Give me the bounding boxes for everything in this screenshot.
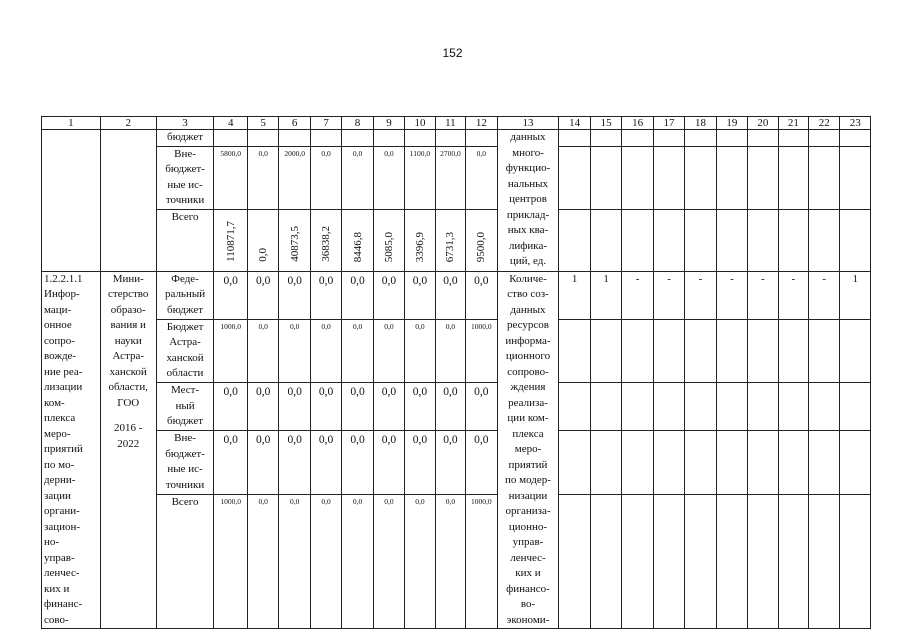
value-cell: 1000,0 xyxy=(214,495,247,629)
blank-cell xyxy=(653,495,684,629)
value-cell xyxy=(466,130,497,147)
blank-cell xyxy=(840,431,871,495)
budget-table xyxy=(41,116,871,629)
cont-row xyxy=(42,130,871,147)
source-label-text: Феде- ральный бюджет xyxy=(164,272,206,316)
value-cell: 0,0 xyxy=(342,495,373,629)
blank-cell xyxy=(748,319,778,383)
value-cell: 0,0 xyxy=(373,271,404,319)
blank-cell xyxy=(590,383,621,431)
blank-cell xyxy=(778,209,808,271)
value-cell: 0,0 xyxy=(342,271,373,319)
blank-cell xyxy=(653,209,684,271)
value-cell xyxy=(214,130,247,147)
blank-cell xyxy=(653,431,684,495)
blank-cell xyxy=(748,431,778,495)
item-code-name xyxy=(42,271,101,629)
vertical-value: 0,0 xyxy=(257,248,270,262)
value-cell: 0,0 xyxy=(435,271,465,319)
value-cell: 0,0 xyxy=(279,495,310,629)
value-cell xyxy=(405,209,435,271)
value-cell: 0,0 xyxy=(466,271,497,319)
column-header: 19 xyxy=(716,117,747,130)
value-cell: 0,0 xyxy=(342,383,373,431)
column-header: 7 xyxy=(310,117,341,130)
value-cell xyxy=(342,130,373,147)
source-label-text: Вне- бюджет- ные ис- точники xyxy=(165,432,205,491)
value-cell: 0,0 xyxy=(247,383,278,431)
column-header: 10 xyxy=(405,117,435,130)
indicator-text: данных много- функцио- нальных центров приклад- ных ква- лифика- ций, ед. xyxy=(505,131,551,267)
cont-row xyxy=(42,209,871,271)
page-number: 152 xyxy=(442,46,463,60)
blank-cell xyxy=(809,495,840,629)
value-cell: 0,0 xyxy=(310,319,341,383)
value-cell xyxy=(435,209,465,271)
vertical-value: 3396,9 xyxy=(413,231,426,262)
column-header: 15 xyxy=(590,117,621,130)
value-cell: 2700,0 xyxy=(435,146,465,209)
value-cell: 0,0 xyxy=(310,271,341,319)
column-header: 6 xyxy=(279,117,310,130)
blank-cell xyxy=(100,130,156,272)
target-count-cell: - xyxy=(778,271,808,319)
column-header: 1 xyxy=(42,117,101,130)
blank-cell xyxy=(840,130,871,147)
blank-cell xyxy=(622,130,653,147)
target-count-cell: - xyxy=(748,271,778,319)
value-cell: 0,0 xyxy=(247,495,278,629)
value-cell: 0,0 xyxy=(342,146,373,209)
source-label xyxy=(156,209,214,271)
vertical-value: 110871,7 xyxy=(224,221,237,262)
source-label xyxy=(156,431,214,495)
blank-cell xyxy=(716,130,747,147)
column-header: 5 xyxy=(247,117,278,130)
blank-cell xyxy=(559,431,590,495)
target-count-cell: - xyxy=(716,271,747,319)
blank-cell xyxy=(716,431,747,495)
value-cell xyxy=(405,130,435,147)
blank-cell xyxy=(748,383,778,431)
value-cell: 0,0 xyxy=(279,319,310,383)
value-cell: 1000,0 xyxy=(214,319,247,383)
column-header: 23 xyxy=(840,117,871,130)
source-label xyxy=(156,146,214,209)
source-label xyxy=(156,495,214,629)
target-count-cell: - xyxy=(653,271,684,319)
value-cell xyxy=(310,130,341,147)
blank-cell xyxy=(653,130,684,147)
value-cell: 0,0 xyxy=(405,383,435,431)
blank-cell xyxy=(685,130,716,147)
column-header: 14 xyxy=(559,117,590,130)
target-count-cell: 1 xyxy=(840,271,871,319)
value-cell: 0,0 xyxy=(310,431,341,495)
value-cell: 0,0 xyxy=(247,431,278,495)
period-text: 2016 - 2022 xyxy=(114,422,143,450)
blank-cell xyxy=(622,431,653,495)
column-header: 18 xyxy=(685,117,716,130)
vertical-value: 40873,5 xyxy=(288,226,301,262)
value-cell: 0,0 xyxy=(373,431,404,495)
blank-cell xyxy=(840,209,871,271)
target-count-cell: - xyxy=(622,271,653,319)
source-label-text: бюджет xyxy=(167,131,204,143)
value-cell: 0,0 xyxy=(373,495,404,629)
item-row xyxy=(42,271,871,319)
item-code-name-text: 1.2.2.1.1 Инфор- маци- онное сопро- вожде- ние реа- лизации ком- плекса меро- приятий по мо- дерни- зации органи- зацион- но- управ- ленчес- ких и финанс- сово- xyxy=(44,272,83,626)
value-cell: 0,0 xyxy=(466,431,497,495)
value-cell xyxy=(342,209,373,271)
blank-cell xyxy=(778,319,808,383)
blank-cell xyxy=(716,383,747,431)
column-header: 21 xyxy=(778,117,808,130)
blank-cell xyxy=(809,130,840,147)
column-header: 13 xyxy=(497,117,559,130)
value-cell: 0,0 xyxy=(466,146,497,209)
target-count-cell: 1 xyxy=(559,271,590,319)
item-row xyxy=(42,319,871,383)
column-header: 8 xyxy=(342,117,373,130)
source-label-text: Бюджет Астра- ханской области xyxy=(166,320,204,380)
vertical-value: 6731,3 xyxy=(444,231,457,262)
blank-cell xyxy=(622,383,653,431)
blank-cell xyxy=(622,319,653,383)
column-header: 4 xyxy=(214,117,247,130)
blank-cell xyxy=(42,130,101,272)
value-cell xyxy=(214,209,247,271)
indicator-cell xyxy=(497,130,559,272)
blank-cell xyxy=(653,319,684,383)
value-cell: 0,0 xyxy=(310,146,341,209)
blank-cell xyxy=(840,383,871,431)
value-cell: 0,0 xyxy=(214,431,247,495)
column-header: 3 xyxy=(156,117,214,130)
blank-cell xyxy=(685,431,716,495)
column-header: 12 xyxy=(466,117,497,130)
blank-cell xyxy=(748,209,778,271)
column-header: 20 xyxy=(748,117,778,130)
value-cell: 0,0 xyxy=(435,431,465,495)
column-header: 2 xyxy=(100,117,156,130)
column-header: 11 xyxy=(435,117,465,130)
value-cell: 0,0 xyxy=(279,271,310,319)
blank-cell xyxy=(685,383,716,431)
blank-cell xyxy=(559,383,590,431)
blank-cell xyxy=(559,319,590,383)
source-label-text: Всего xyxy=(171,496,199,509)
vertical-value: 8446,8 xyxy=(351,231,364,262)
source-label xyxy=(156,271,214,319)
source-label xyxy=(156,130,214,147)
value-cell xyxy=(435,130,465,147)
column-header: 17 xyxy=(653,117,684,130)
blank-cell xyxy=(778,146,808,209)
blank-cell xyxy=(590,319,621,383)
indicator-text: Количе- ство соз- данных ресурсов информа- ционного сопрово- ждения реализа- ции ком- плекса меро- приятий по модер- низации организа- ционно- управ- ленчес- ких и финансо- во- экономи- xyxy=(505,272,551,626)
blank-cell xyxy=(716,209,747,271)
value-cell: 0,0 xyxy=(373,146,404,209)
blank-cell xyxy=(840,495,871,629)
source-label xyxy=(156,383,214,431)
blank-cell xyxy=(840,319,871,383)
cont-row xyxy=(42,146,871,209)
blank-cell xyxy=(685,146,716,209)
column-header: 9 xyxy=(373,117,404,130)
value-cell xyxy=(373,130,404,147)
blank-cell xyxy=(685,319,716,383)
blank-cell xyxy=(809,431,840,495)
value-cell: 0,0 xyxy=(435,495,465,629)
blank-cell xyxy=(840,146,871,209)
value-cell: 0,0 xyxy=(435,319,465,383)
value-cell: 0,0 xyxy=(310,383,341,431)
indicator-cell xyxy=(497,271,559,629)
blank-cell xyxy=(778,130,808,147)
blank-cell xyxy=(748,495,778,629)
blank-cell xyxy=(590,146,621,209)
value-cell xyxy=(247,209,278,271)
blank-cell xyxy=(559,146,590,209)
column-header: 16 xyxy=(622,117,653,130)
value-cell xyxy=(279,130,310,147)
value-cell: 0,0 xyxy=(373,319,404,383)
value-cell: 0,0 xyxy=(405,271,435,319)
value-cell: 1100,0 xyxy=(405,146,435,209)
blank-cell xyxy=(559,209,590,271)
value-cell: 0,0 xyxy=(405,319,435,383)
value-cell: 0,0 xyxy=(279,431,310,495)
blank-cell xyxy=(590,209,621,271)
source-label-text: Мест- ный бюджет xyxy=(167,384,204,428)
blank-cell xyxy=(778,495,808,629)
blank-cell xyxy=(559,495,590,629)
value-cell: 0,0 xyxy=(373,383,404,431)
executor-text: Мини- стерство образо- вания и науки Астра- ханской области, ГОО xyxy=(108,272,149,409)
blank-cell xyxy=(622,495,653,629)
header-row xyxy=(42,117,871,130)
value-cell: 1000,0 xyxy=(466,495,497,629)
value-cell: 0,0 xyxy=(214,383,247,431)
blank-cell xyxy=(590,495,621,629)
target-count-cell: - xyxy=(809,271,840,319)
column-header: 22 xyxy=(809,117,840,130)
blank-cell xyxy=(748,146,778,209)
value-cell xyxy=(247,130,278,147)
value-cell: 0,0 xyxy=(247,271,278,319)
value-cell: 0,0 xyxy=(342,319,373,383)
source-label-text: Вне- бюджет- ные ис- точники xyxy=(165,147,205,206)
target-count-cell: - xyxy=(685,271,716,319)
executor-cell xyxy=(100,271,156,629)
target-count-cell: 1 xyxy=(590,271,621,319)
blank-cell xyxy=(809,209,840,271)
value-cell: 0,0 xyxy=(342,431,373,495)
blank-cell xyxy=(809,383,840,431)
value-cell xyxy=(310,209,341,271)
blank-cell xyxy=(622,209,653,271)
source-label-text: Всего xyxy=(171,210,199,223)
value-cell: 2000,0 xyxy=(279,146,310,209)
blank-cell xyxy=(809,146,840,209)
value-cell: 5800,0 xyxy=(214,146,247,209)
value-cell xyxy=(466,209,497,271)
blank-cell xyxy=(653,146,684,209)
blank-cell xyxy=(748,130,778,147)
vertical-value: 5085,0 xyxy=(382,231,395,262)
item-row xyxy=(42,495,871,629)
item-row xyxy=(42,383,871,431)
value-cell: 0,0 xyxy=(435,383,465,431)
blank-cell xyxy=(716,495,747,629)
blank-cell xyxy=(653,383,684,431)
value-cell: 0,0 xyxy=(247,146,278,209)
value-cell: 0,0 xyxy=(279,383,310,431)
blank-cell xyxy=(590,431,621,495)
blank-cell xyxy=(716,146,747,209)
value-cell: 0,0 xyxy=(247,319,278,383)
blank-cell xyxy=(809,319,840,383)
blank-cell xyxy=(685,495,716,629)
source-label xyxy=(156,319,214,383)
value-cell: 0,0 xyxy=(310,495,341,629)
item-row xyxy=(42,431,871,495)
value-cell xyxy=(279,209,310,271)
vertical-value: 36838,2 xyxy=(320,226,333,262)
blank-cell xyxy=(590,130,621,147)
value-cell: 0,0 xyxy=(405,495,435,629)
value-cell: 1000,0 xyxy=(466,319,497,383)
blank-cell xyxy=(622,146,653,209)
vertical-value: 9500,0 xyxy=(475,231,488,262)
blank-cell xyxy=(778,431,808,495)
value-cell xyxy=(373,209,404,271)
value-cell: 0,0 xyxy=(405,431,435,495)
blank-cell xyxy=(559,130,590,147)
value-cell: 0,0 xyxy=(466,383,497,431)
blank-cell xyxy=(685,209,716,271)
blank-cell xyxy=(778,383,808,431)
blank-cell xyxy=(716,319,747,383)
value-cell: 0,0 xyxy=(214,271,247,319)
